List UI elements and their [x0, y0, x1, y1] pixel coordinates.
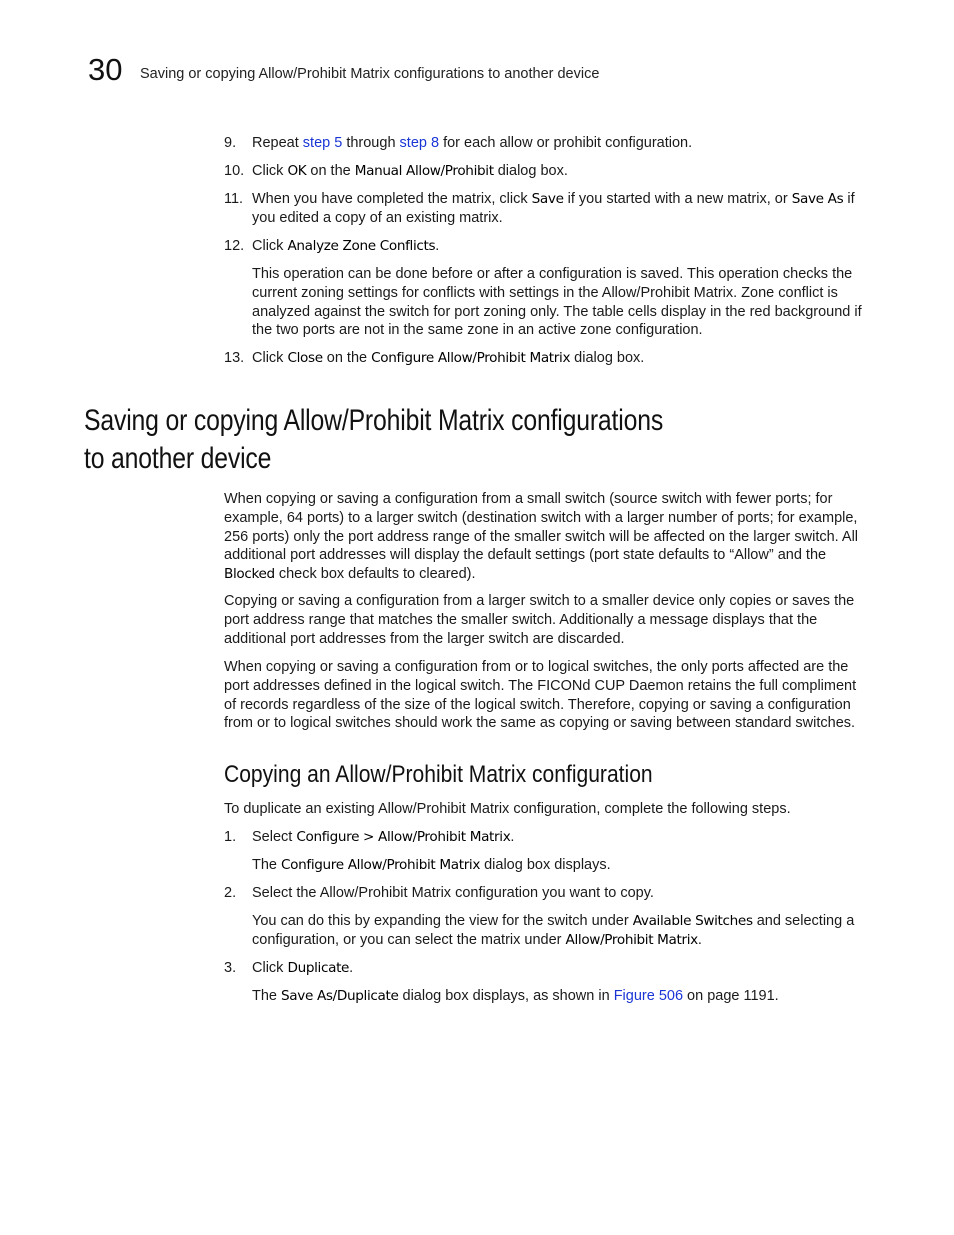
step-text: on the [322, 350, 372, 366]
step-text: Select [252, 829, 297, 845]
step-5-link[interactable]: step 5 [302, 135, 343, 151]
ui-term-configure-menu: Configure > Allow/Prohibit Matrix [296, 829, 511, 845]
step-text: . [349, 960, 354, 976]
step-text: . [510, 829, 515, 845]
paragraph-3: When copying or saving a configuration from or to logical switches, the only ports affected are the port addresses defined in the logical switch. The FICONd CUP Daemon retains the full compliment of records regardless of the size of the logical switch. Therefore, copying or saving a configuration from or to logical switches should work the same as copying or saving between standard switches. [224, 659, 857, 732]
ui-term-close: Close [287, 350, 323, 366]
step-text: through [342, 135, 400, 151]
note-text: and selecting a configuration, or you can select the matrix under [252, 913, 855, 948]
step-number: 2. [224, 885, 237, 901]
note-text: You can do this by expanding the view for the switch under [252, 913, 633, 929]
step-text: on the [306, 163, 355, 179]
step-number: 10. [224, 163, 245, 179]
step-number: 13. [224, 350, 245, 366]
step-text: . [435, 238, 440, 254]
step-text: Select the Allow/Prohibit Matrix configuration you want to copy. [252, 885, 654, 901]
ui-term-allow-prohibit-matrix: Allow/Prohibit Matrix [565, 931, 698, 948]
step-number: 3. [224, 960, 237, 976]
step-8-link[interactable]: step 8 [399, 135, 440, 151]
ui-term-manual-allow-prohibit: Manual Allow/Prohibit [354, 163, 494, 179]
step-text: Click [252, 238, 288, 254]
ui-term-save: Save [531, 191, 564, 207]
note-text: dialog box displays, as shown in [398, 988, 614, 1004]
ui-term-ok: OK [287, 163, 307, 179]
ui-term-configure-allow-prohibit-matrix: Configure Allow/Prohibit Matrix [371, 350, 571, 366]
paragraph-2: Copying or saving a configuration from a larger switch to a smaller device only copies or saves the port address range that matches the smaller switch. Additionally a message displays that the additional port addresses from the larger switch are discarded. [224, 593, 855, 647]
paragraph-text: check box defaults to cleared). [274, 566, 476, 583]
step-12-note: This operation can be done before or after a configuration is saved. This operation checks the current zoning settings for conflicts with settings in the Allow/Prohibit Matrix. Zone conflict is analyzed against the switch for port zoning only. The table cells display in the red background if the two ports are not in the same zone in an active zone configuration. [252, 266, 862, 339]
step-text: dialog box. [493, 163, 568, 179]
step-13 [224, 349, 870, 368]
step-number: 9. [224, 135, 237, 151]
note-text: The [252, 988, 282, 1004]
step-text: if you edited a copy of an existing matrix. [252, 191, 855, 226]
step-text: for each allow or prohibit configuration. [439, 135, 693, 151]
paragraph-1 [224, 490, 870, 584]
ui-term-blocked: Blocked [224, 566, 275, 583]
ui-term-available-switches: Available Switches [632, 913, 753, 929]
figure-506-link[interactable]: Figure 506 [613, 988, 684, 1004]
ui-term-analyze-zone-conflicts: Analyze Zone Conflicts [287, 238, 436, 254]
step-9 [224, 134, 870, 153]
substep-2 [224, 884, 870, 903]
substep-3 [224, 959, 870, 978]
step-text: Click [252, 163, 288, 179]
step-text: dialog box. [570, 350, 645, 366]
note-text: The [252, 857, 282, 873]
substep-1 [224, 828, 870, 847]
substep-1-note [252, 856, 870, 875]
step-text: Click [252, 960, 288, 976]
note-text: dialog box displays. [480, 857, 611, 873]
ui-term-save-as-duplicate: Save As/Duplicate [281, 988, 399, 1004]
step-number: 11. [224, 191, 244, 207]
substep-2-note [252, 912, 870, 950]
step-text: Repeat [252, 135, 303, 151]
step-12 [224, 237, 870, 256]
step-number: 1. [224, 829, 237, 845]
ui-term-save-as: Save As [791, 191, 844, 207]
step-number: 12. [224, 238, 245, 254]
step-text: Click [252, 350, 288, 366]
paragraph-text: When copying or saving a configuration from a small switch (source switch with fewer ports; for example, 64 ports) to a larger switch (destination switch with a larger number of ports; for example, 256 ports) only the port address range of the smaller switch will be affected on the larger switch. All additional port addresses will display the default settings (port state defaults to “Allow” and the [224, 491, 859, 564]
step-10 [224, 162, 870, 181]
note-text: . [697, 931, 702, 948]
ui-term-configure-allow-prohibit-matrix: Configure Allow/Prohibit Matrix [281, 857, 481, 873]
step-text: When you have completed the matrix, click [252, 191, 532, 207]
substep-3-note [252, 987, 870, 1006]
note-text: on page 1191. [683, 988, 779, 1004]
subsection-intro: To duplicate an existing Allow/Prohibit Matrix configuration, complete the following steps. [224, 801, 791, 817]
running-title: Saving or copying Allow/Prohibit Matrix configurations to another device [140, 66, 600, 82]
subsection-heading: Copying an Allow/Prohibit Matrix configuration [224, 761, 653, 788]
ui-term-duplicate: Duplicate [287, 960, 350, 976]
step-11 [224, 190, 870, 228]
step-text: if you started with a new matrix, or [563, 191, 792, 207]
section-heading: Saving or copying Allow/Prohibit Matrix configurations to another device [84, 404, 664, 475]
chapter-number: 30 [88, 52, 123, 87]
